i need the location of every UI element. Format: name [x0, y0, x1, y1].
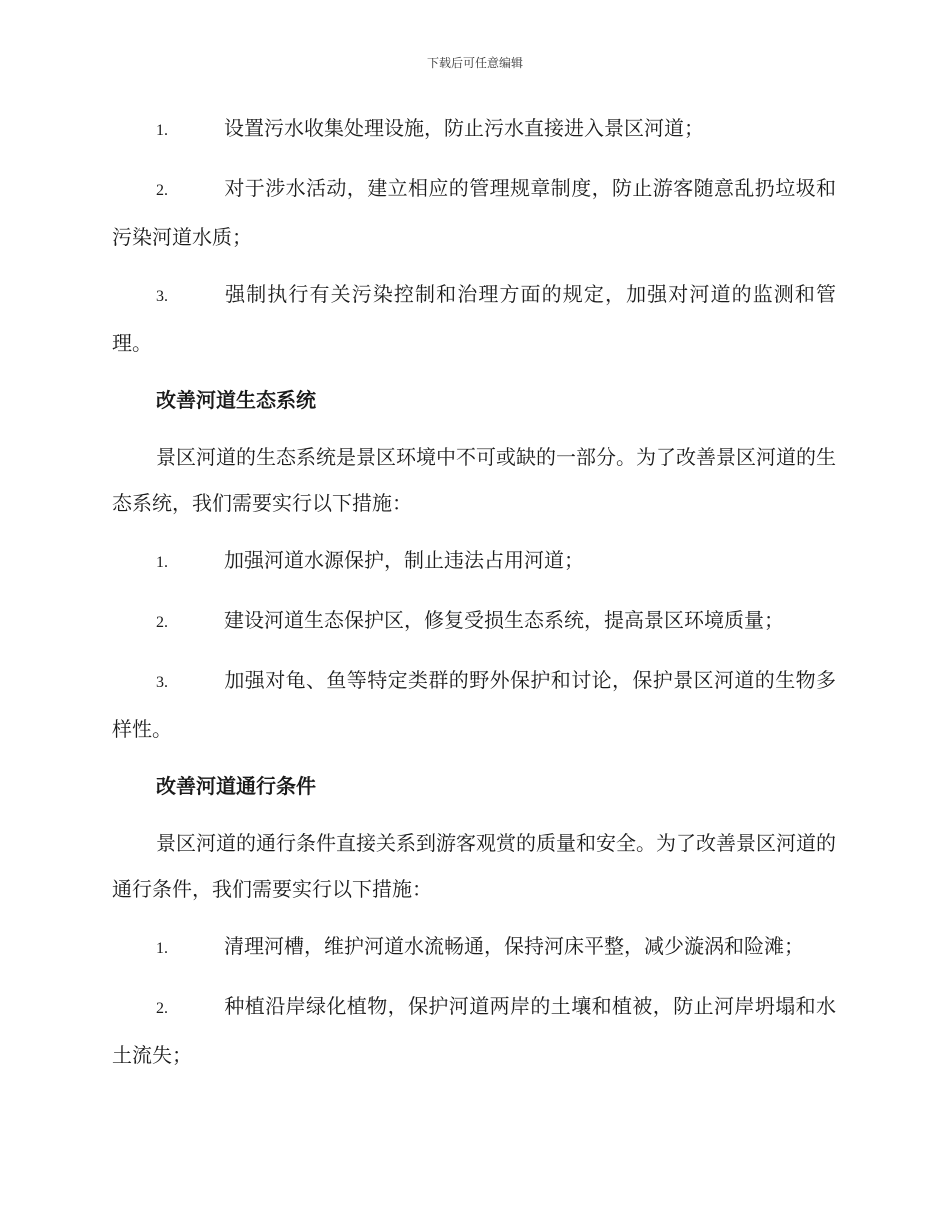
document-body	[112, 105, 836, 1089]
list-number: 2.	[156, 614, 168, 631]
list-item-text: 加强河道水源保护，制止违法占用河道；	[224, 548, 584, 572]
section-heading-ecosystem: 改善河道生态系统	[156, 388, 316, 412]
list-item-pollution-3	[112, 271, 836, 366]
list-number: 3.	[156, 288, 168, 305]
list-item-pollution-2	[112, 165, 836, 260]
list-item-pollution-1	[112, 105, 836, 154]
list-item-navigation-2	[112, 983, 836, 1078]
list-item-text: 种植沿岸绿化植物，保护河道两岸的土壤和植被，防止河岸坍塌和水土流失；	[112, 994, 836, 1067]
list-item-text: 强制执行有关污染控制和治理方面的规定，加强对河道的监测和管理。	[112, 282, 836, 355]
list-number: 2.	[156, 1000, 168, 1017]
page-header-note: 下载后可任意编辑	[426, 56, 523, 70]
list-item-text: 建设河道生态保护区，修复受损生态系统，提高景区环境质量；	[224, 608, 784, 632]
list-number: 3.	[156, 674, 168, 691]
list-item-ecosystem-1	[112, 537, 836, 586]
list-number: 2.	[156, 182, 168, 199]
section-heading-navigation: 改善河道通行条件	[156, 774, 316, 798]
list-number: 1.	[156, 554, 168, 571]
list-number: 1.	[156, 122, 168, 139]
list-item-navigation-1	[112, 923, 836, 972]
list-item-ecosystem-2	[112, 597, 836, 646]
list-item-text: 加强对龟、鱼等特定类群的野外保护和讨论，保护景区河道的生物多样性。	[112, 668, 836, 741]
list-item-text: 清理河槽，维护河道水流畅通，保持河床平整，减少漩涡和险滩；	[224, 934, 804, 958]
section-paragraph-ecosystem: 景区河道的生态系统是景区环境中不可或缺的一部分。为了改善景区河道的生态系统，我们需要实行以下措施：	[112, 445, 836, 515]
section-paragraph-navigation: 景区河道的通行条件直接关系到游客观赏的质量和安全。为了改善景区河道的通行条件，我们需要实行以下措施：	[112, 831, 836, 901]
list-item-text: 设置污水收集处理设施，防止污水直接进入景区河道；	[224, 116, 704, 140]
list-number: 1.	[156, 940, 168, 957]
list-item-text: 对于涉水活动，建立相应的管理规章制度，防止游客随意乱扔垃圾和污染河道水质；	[112, 176, 836, 249]
list-item-ecosystem-3	[112, 657, 836, 752]
